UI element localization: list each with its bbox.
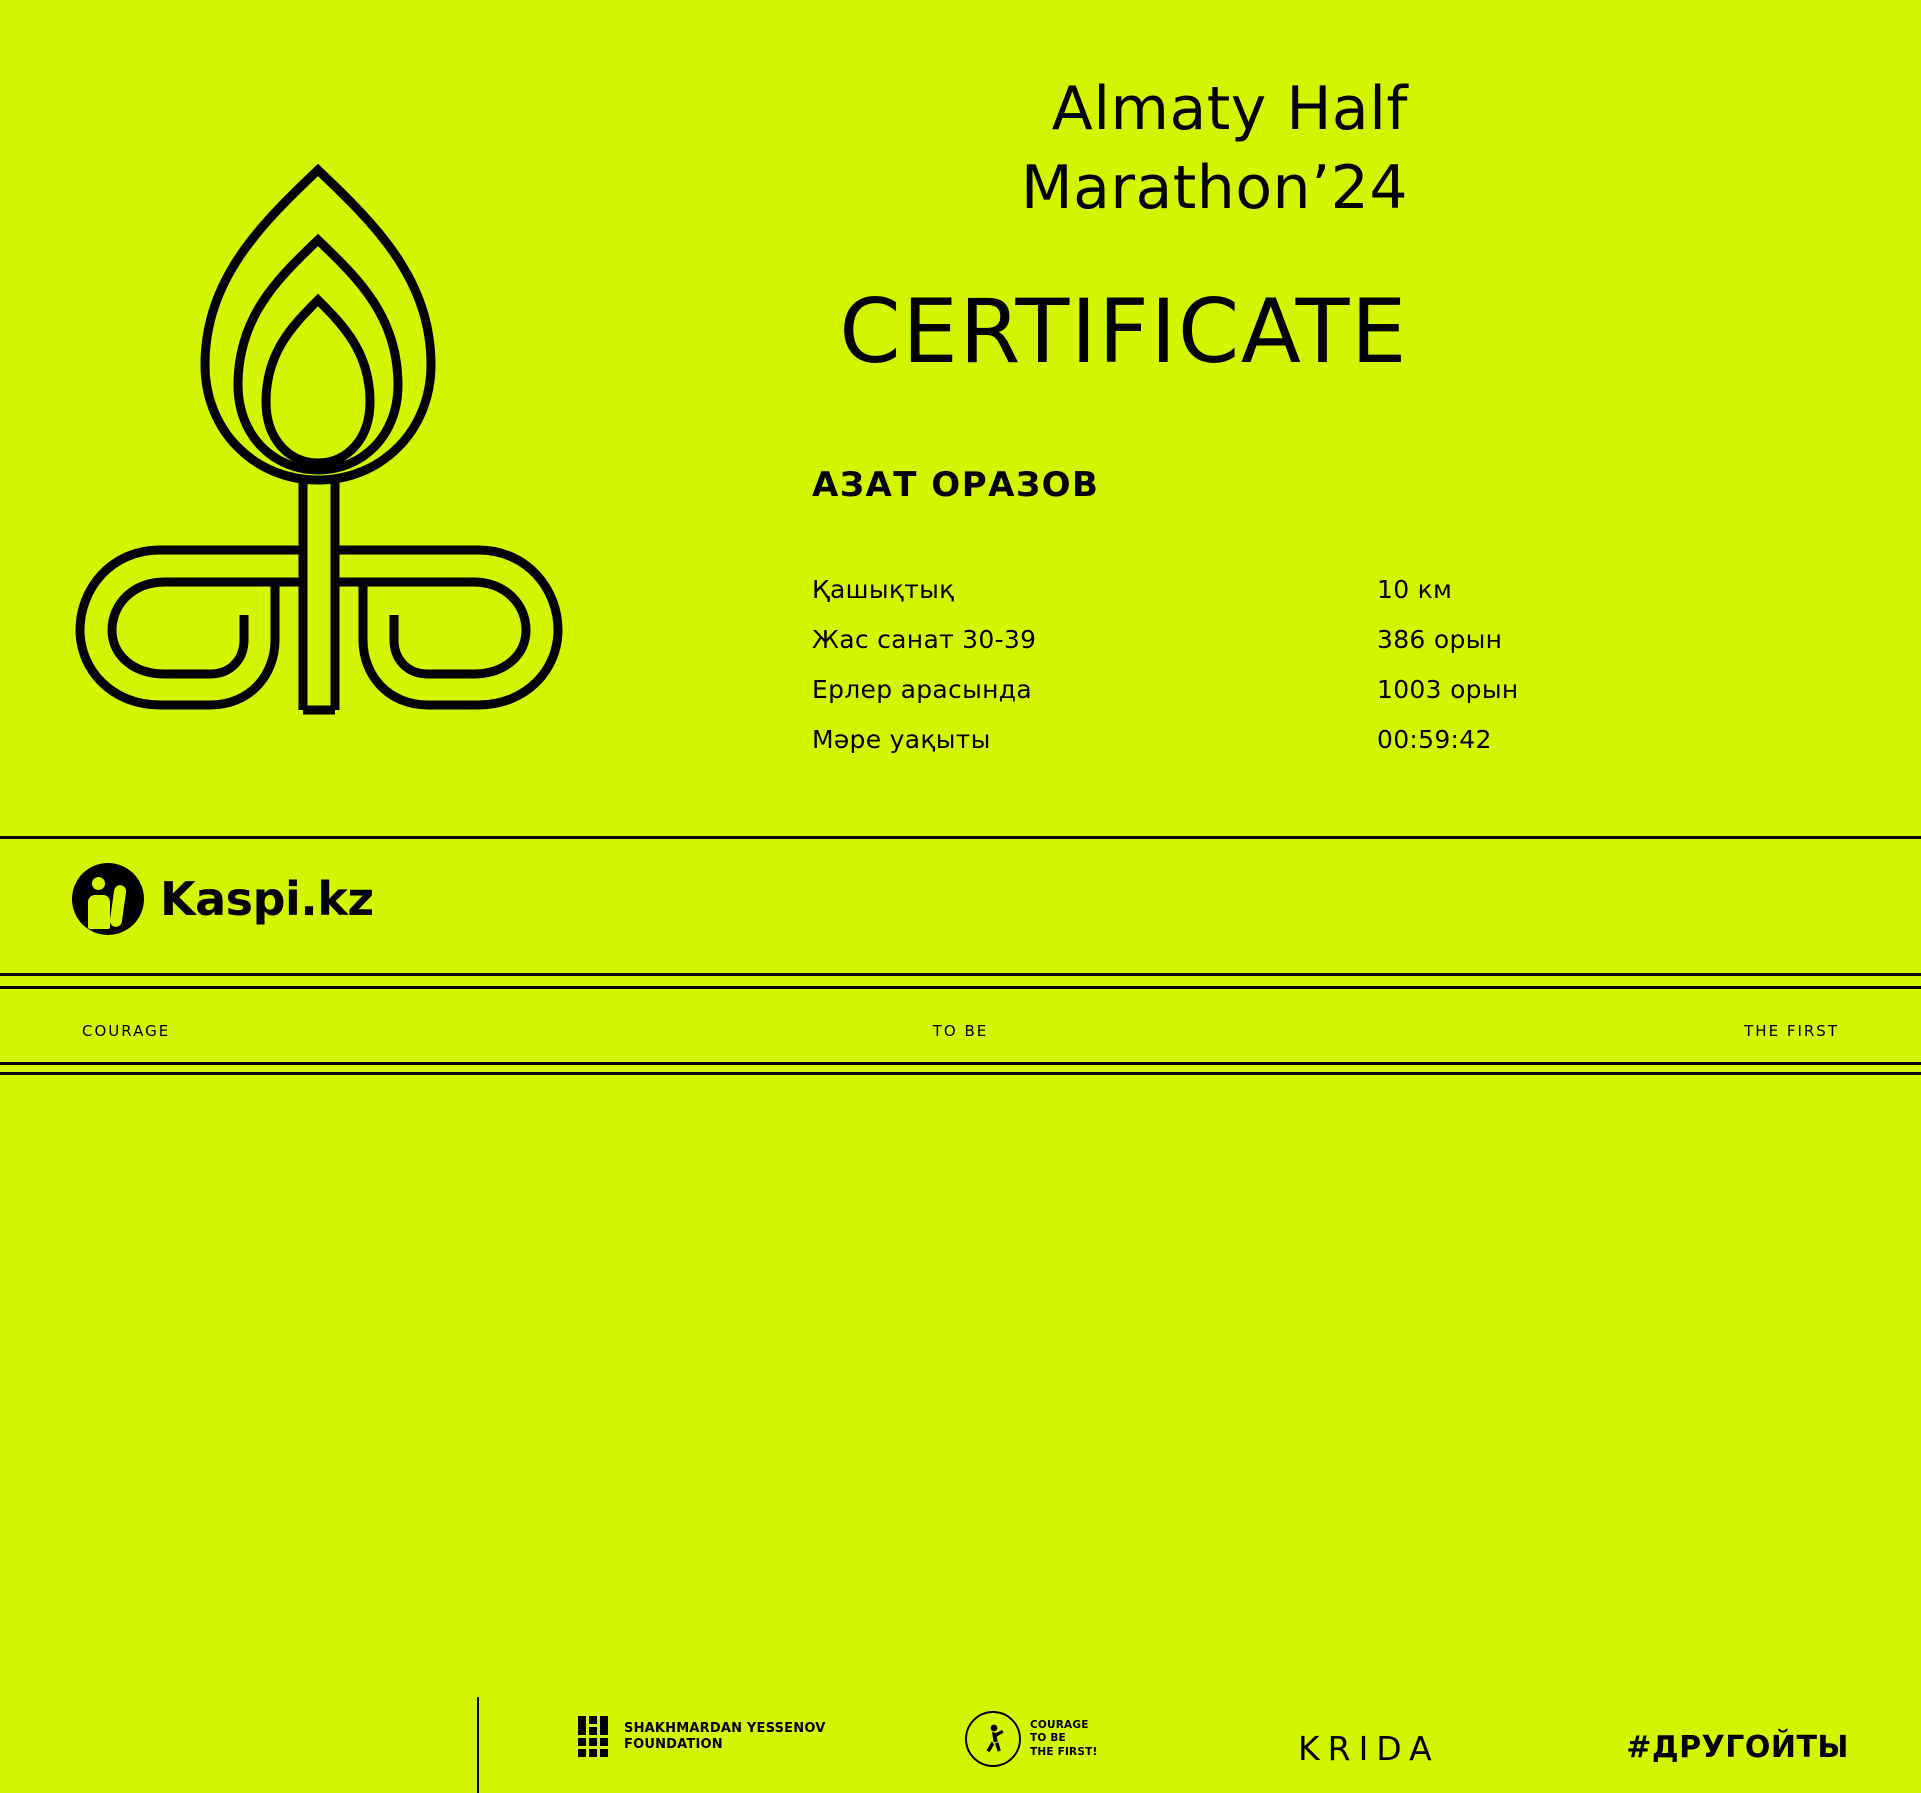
sponsor-strip [0,839,1921,1768]
corporate-fund-icon [965,1711,1021,1767]
divider [0,986,1921,989]
athlete-name: АЗАТ ОРАЗОВ [812,465,1100,505]
certificate-headings [58,70,1408,383]
yessenov-line-1: SHAKHMARDAN YESSENOV [624,1720,826,1736]
corporate-fund-line-3: THE FIRST! [1030,1745,1098,1758]
result-value: 00:59:42 [1377,725,1492,754]
corporate-fund-line-1: COURAGE [1030,1718,1089,1731]
kaspi-logo-label: Kaspi.kz [160,872,374,926]
page-title: CERTIFICATE [839,280,1408,384]
corporate-fund-label [1030,1719,1097,1760]
result-label: Жас санат 30-39 [812,625,1037,654]
divider [0,1072,1921,1075]
event-title-line-2: Marathon’24 [1020,153,1408,224]
yessenov-foundation-icon [578,1716,612,1758]
slogan-strip [0,1016,1921,1046]
slogan-left: COURAGE [82,1022,171,1040]
divider [0,973,1921,976]
yessenov-foundation-label [624,1721,825,1754]
divider [477,1697,479,1793]
table-row [812,625,1842,654]
sponsor-kaspi [72,863,374,935]
divider [0,1062,1921,1065]
result-value: 1003 орын [1377,675,1519,704]
table-row [812,575,1842,604]
result-label: Ерлер арасында [812,675,1032,704]
result-label: Қашықтық [812,575,955,604]
event-title-line-1: Almaty Half [1051,74,1408,144]
kaspi-logo-icon [72,863,144,935]
result-label: Мәре уақыты [812,725,991,754]
certificate-body [0,0,1921,836]
sponsor-corporate-fund [965,1711,1097,1767]
result-value: 10 км [1377,575,1453,604]
slogan-right: THE FIRST [1744,1022,1839,1040]
table-row [812,725,1842,754]
sponsor-krida-label: KRIDA [1298,1729,1440,1768]
results-table [812,575,1842,775]
sponsor-drugoyty-label: #ДРУГОЙТЫ [1626,1730,1849,1765]
yessenov-line-2: FOUNDATION [624,1737,723,1752]
result-value: 386 орын [1377,625,1503,654]
sponsor-yessenov-foundation [578,1716,825,1758]
table-row [812,675,1842,704]
slogan-middle: TO BE [932,1022,989,1040]
corporate-fund-line-2: TO BE [1030,1732,1066,1745]
